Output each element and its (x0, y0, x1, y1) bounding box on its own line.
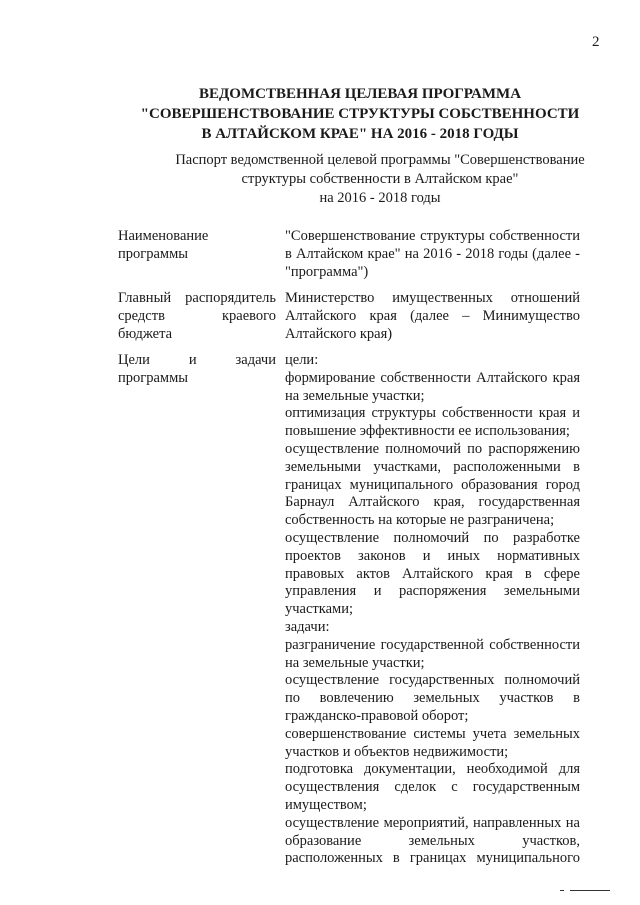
value-line: расположенных в границах муниципального (285, 850, 580, 867)
passport-heading (160, 151, 600, 208)
value-line: формирование собственности Алтайского края (285, 369, 580, 386)
row-label (118, 228, 276, 264)
value-line: земельными участками, расположенными в (285, 458, 580, 475)
value-line: участками; (285, 601, 353, 618)
value-line: цели: (285, 352, 319, 368)
row-value (285, 228, 580, 281)
row-value (285, 290, 580, 343)
value-line: разграничение государственной собственности (285, 636, 580, 653)
value-line: Алтайского края (далее – Минимущество (285, 307, 580, 324)
label-line: программы (118, 369, 188, 386)
value-line: "Совершенствование структуры собственности (285, 228, 580, 244)
title-line: В АЛТАЙСКОМ КРАЕ" НА 2016 - 2018 ГОДЫ (201, 126, 519, 142)
row-label (118, 352, 276, 388)
value-line: границах муниципального образования город (285, 476, 580, 493)
label-line: Главный распорядитель (118, 290, 276, 306)
title-line: "СОВЕРШЕНСТВОВАНИЕ СТРУКТУРЫ СОБСТВЕННОСТИ (140, 106, 580, 122)
row-label (118, 290, 276, 343)
value-line: осуществления сделок с государственным (285, 779, 580, 796)
value-line: совершенствование системы учета земельных (285, 725, 580, 742)
value-line: Министерство имущественных отношений (285, 290, 580, 306)
value-line: по вовлечению земельных участков в (285, 690, 580, 707)
value-line: оптимизация структуры собственности края и (285, 405, 580, 422)
value-line: осуществление полномочий по распоряжению (285, 440, 580, 457)
page-number: 2 (592, 34, 600, 50)
value-line: правовых актов Алтайского края в сфере (285, 565, 580, 582)
value-line: "программа") (285, 263, 369, 280)
value-line: осуществление государственных полномочий (285, 672, 580, 689)
label-line: программы (118, 245, 188, 262)
passport-line: структуры собственности в Алтайском крае" (241, 171, 519, 187)
value-line: образование земельных участков, (285, 832, 580, 849)
value-line: проектов законов и иных нормативных (285, 547, 580, 564)
value-line: осуществление мероприятий, направленных на (285, 814, 580, 831)
passport-line: на 2016 - 2018 годы (319, 190, 441, 206)
label-line: бюджета (118, 325, 173, 342)
value-line: Алтайского края) (285, 325, 393, 342)
label-line: Цели и задачи (118, 352, 276, 368)
value-line: в Алтайском крае" на 2016 - 2018 годы (далее - (285, 245, 580, 262)
value-line: осуществление полномочий по разработке (285, 529, 580, 546)
value-line: задачи: (285, 618, 330, 635)
label-line: средств краевого (118, 307, 276, 324)
document-title (130, 84, 590, 144)
value-line: участков и объектов недвижимости; (285, 743, 509, 760)
value-line: имуществом; (285, 796, 367, 813)
value-line: управления и распоряжения земельными (285, 583, 580, 600)
row-value (285, 352, 580, 868)
title-line: ВЕДОМСТВЕННАЯ ЦЕЛЕВАЯ ПРОГРАММА (198, 86, 522, 102)
value-line: гражданско-правовой оборот; (285, 707, 469, 724)
passport-line: Паспорт ведомственной целевой программы "Совершенствование (175, 152, 585, 168)
value-line: на земельные участки; (285, 654, 425, 671)
value-line: подготовка документации, необходимой для (285, 761, 580, 778)
value-line: собственность на которые не разграничена; (285, 512, 555, 529)
value-line: Барнаул Алтайского края, государственная (285, 494, 580, 511)
value-line: повышение эффективности ее использования; (285, 423, 570, 440)
value-line: на земельные участки; (285, 387, 425, 404)
footer-line (570, 890, 610, 891)
label-line: Наименование (118, 228, 209, 244)
